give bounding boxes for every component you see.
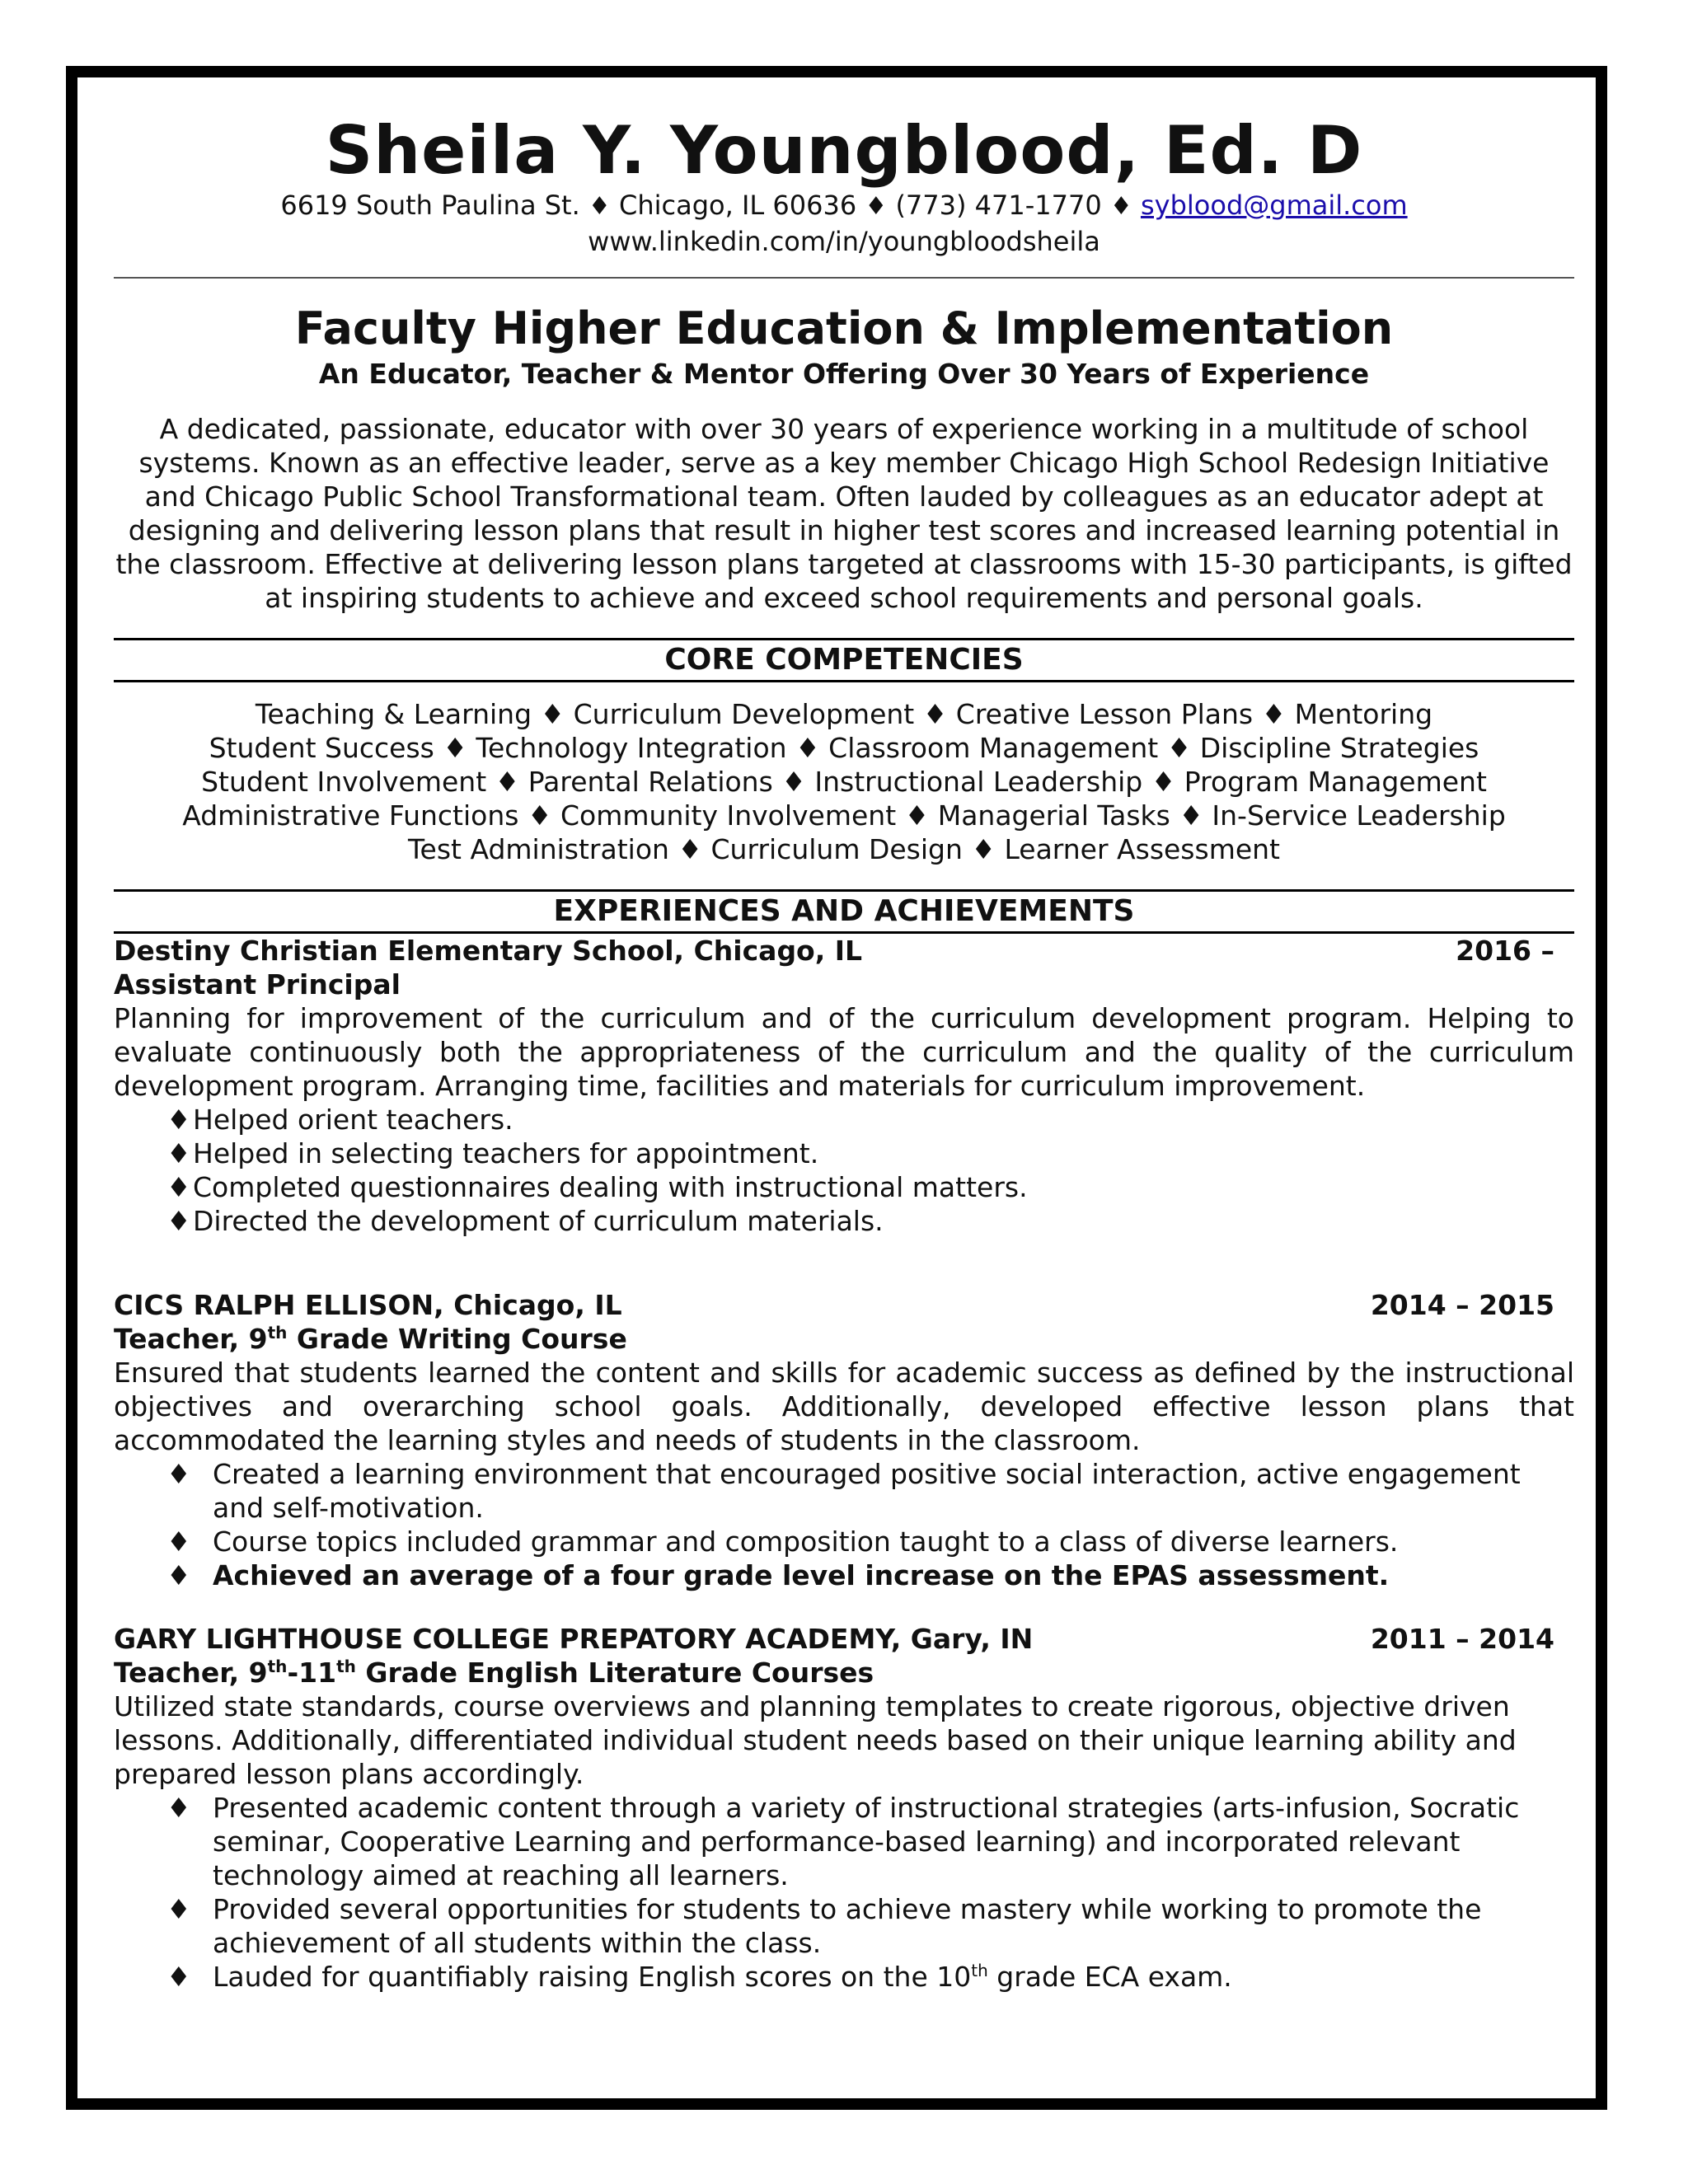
spacer: [114, 1592, 1574, 1622]
linkedin-url: www.linkedin.com/in/youngbloodsheila: [588, 226, 1100, 257]
list-item: ♦ Course topics included grammar and composition taught to a class of diverse learners.: [166, 1526, 1399, 1558]
job-dates: 2016 –: [1456, 935, 1554, 967]
bullet-diamond-icon: ♦: [166, 1171, 191, 1203]
separator-icon: ♦: [865, 192, 888, 221]
separator-icon: ♦: [1109, 192, 1132, 221]
job-header: [114, 934, 1574, 968]
bullet-diamond-icon: ♦: [166, 1137, 191, 1169]
competency-line: Student Involvement ♦ Parental Relations ♦ Instructional Leadership ♦ Program Management: [201, 766, 1487, 798]
email-link[interactable]: syblood@gmail.com: [1140, 190, 1408, 221]
bullet-diamond-icon: ♦: [166, 1961, 191, 1993]
employer: CICS RALPH ELLISON, Chicago, IL: [114, 1289, 622, 1321]
job-description: Ensured that students learned the content and skills for academic success as defined by the instructional objectives and overarching school goals. Additionally, developed effective lesson plans that accommodated the learning styles and needs of students in the classroom.: [114, 1357, 1574, 1456]
contact-line: [114, 188, 1574, 224]
employer: GARY LIGHTHOUSE COLLEGE PREPATORY ACADEMY, Gary, IN: [114, 1623, 1034, 1655]
section-title-competencies: CORE COMPETENCIES: [114, 638, 1574, 682]
spacer: [114, 1272, 1574, 1288]
job-header: [114, 1288, 1574, 1322]
list-item: ♦ Presented academic content through a variety of instructional strategies (arts-infusion, Socratic seminar, Cooperative Learning and performance-based learning) and incorporated relevant technology aimed at reaching all learners.: [166, 1792, 1520, 1891]
list-item: ♦ Lauded for quantifiably raising English scores on the 10th grade ECA exam.: [166, 1961, 1232, 1993]
bullet-diamond-icon: ♦: [166, 1205, 191, 1237]
address: 6619 South Paulina St.: [280, 190, 580, 221]
header-divider: [114, 277, 1574, 279]
bullet-diamond-icon: ♦: [166, 1559, 191, 1591]
list-item: ♦ Directed the development of curriculum materials.: [166, 1205, 884, 1237]
competency-line: Test Administration ♦ Curriculum Design ♦ Learner Assessment: [407, 833, 1280, 865]
job-description: Planning for improvement of the curriculum and of the curriculum development program. Helping to evaluate continuously both the appropriateness of the curriculum and the quality of the curriculum development program. Arranging time, facilities and materials for curriculum improvement.: [114, 1002, 1574, 1102]
job-description: Utilized state standards, course overviews and planning templates to create rigorous, objective driven lessons. Additionally, differentiated individual student needs based on their unique learning ability and prepared lesson plans accordingly.: [114, 1690, 1517, 1790]
list-item: ♦ Completed questionnaires dealing with instructional matters.: [166, 1171, 1028, 1203]
competency-line: Administrative Functions ♦ Community Involvement ♦ Managerial Tasks ♦ In-Service Leadership: [182, 799, 1506, 832]
headline-title: Faculty Higher Education & Implementation: [294, 302, 1394, 354]
list-item: ♦ Helped orient teachers.: [166, 1104, 513, 1136]
section-title-experience: EXPERIENCES AND ACHIEVEMENTS: [114, 889, 1574, 934]
bullet-diamond-icon: ♦: [166, 1792, 191, 1824]
summary-paragraph: A dedicated, passionate, educator with over 30 years of experience working in a multitude of school systems. Known as an effective leader, serve as a key member Chicago High School Redesign Initiative and Chicago Public School Transformational team. Often lauded by colleagues as an educator adept at designing and delivering lesson plans that result in higher test scores and increased learning potential in the classroom. Effective at delivering lesson plans targeted at classrooms with 15-30 participants, is gifted at inspiring students to achieve and exceed school requirements and personal goals.: [115, 413, 1573, 614]
separator-icon: ♦: [588, 192, 611, 221]
bullet-diamond-icon: ♦: [166, 1526, 191, 1558]
bullet-diamond-icon: ♦: [166, 1458, 191, 1490]
bullet-diamond-icon: ♦: [166, 1104, 191, 1136]
spacer: [114, 1238, 1574, 1272]
job-dates: 2011 – 2014: [1370, 1623, 1554, 1655]
job-entry: [114, 1622, 1574, 1994]
competencies-list: [114, 697, 1574, 866]
bullet-diamond-icon: ♦: [166, 1893, 191, 1925]
resume: [114, 114, 1574, 1994]
phone: (773) 471-1770: [895, 190, 1102, 221]
job-header: [114, 1622, 1574, 1656]
list-item: ♦ Created a learning environment that encouraged positive social interaction, active engagement and self-motivation.: [166, 1458, 1521, 1524]
competency-line: Teaching & Learning ♦ Curriculum Development ♦ Creative Lesson Plans ♦ Mentoring: [255, 698, 1433, 730]
headline-subtitle: An Educator, Teacher & Mentor Offering Over 30 Years of Experience: [318, 358, 1370, 390]
candidate-name: Sheila Y. Youngblood, Ed. D: [325, 112, 1363, 189]
list-item: ♦ Helped in selecting teachers for appointment.: [166, 1137, 819, 1169]
job-role: Teacher, 9th-11th Grade English Literature Courses: [114, 1657, 874, 1689]
competency-line: Student Success ♦ Technology Integration ♦ Classroom Management ♦ Discipline Strategies: [209, 732, 1479, 764]
job-role: Teacher, 9th Grade Writing Course: [114, 1323, 627, 1355]
list-item: ♦ Provided several opportunities for students to achieve mastery while working to promote the achievement of all students within the class.: [166, 1893, 1482, 1959]
job-role: Assistant Principal: [114, 968, 401, 1001]
employer: Destiny Christian Elementary School, Chicago, IL: [114, 935, 863, 967]
list-item: ♦ Achieved an average of a four grade level increase on the EPAS assessment.: [166, 1559, 1390, 1591]
job-bullets: [114, 1791, 1574, 1994]
job-bullets: [114, 1457, 1574, 1592]
job-dates: 2014 – 2015: [1370, 1289, 1554, 1321]
city: Chicago, IL 60636: [619, 190, 857, 221]
job-entry: [114, 1288, 1574, 1592]
job-bullets: [114, 1103, 1574, 1238]
job-entry: [114, 934, 1574, 1238]
